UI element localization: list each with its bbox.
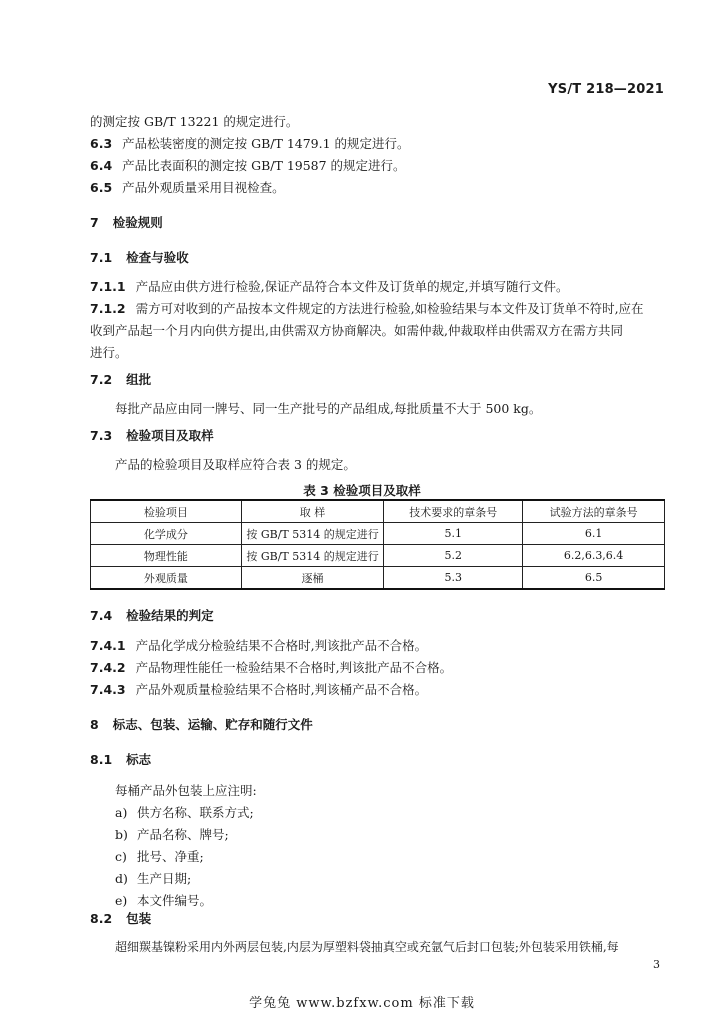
list-label: d) xyxy=(115,871,128,886)
clause-text: 需方可对收到的产品按本文件规定的方法进行检验,如检验结果与本文件及订货单不符时,应在 xyxy=(135,301,644,316)
list-item xyxy=(115,847,204,865)
inspection-table xyxy=(90,499,665,590)
table-cell: 化学成分 xyxy=(91,523,242,545)
section-7-2-text: 每批产品应由同一牌号、同一生产批号的产品组成,每批质量不大于 500 kg。 xyxy=(115,401,542,416)
standard-number: YS/T 218—2021 xyxy=(548,82,664,97)
clause-7-1-2-line-2: 收到产品起一个月内向供方提出,由供需双方协商解决。如需仲裁,仲裁取样由供需双方在需方共同 xyxy=(90,323,623,338)
clause-7-4-3 xyxy=(90,680,427,698)
clause-7-1-1 xyxy=(90,277,569,295)
section-title: 检验规则 xyxy=(112,215,163,230)
clause-text: 产品物理性能任一检验结果不合格时,判该批产品不合格。 xyxy=(135,660,453,675)
section-7-3-text: 产品的检验项目及取样应符合表 3 的规定。 xyxy=(115,457,356,472)
clause-number: 7.4.2 xyxy=(90,660,126,675)
table-row xyxy=(91,523,665,545)
clause-number: 7.1.2 xyxy=(90,301,126,316)
section-number: 8.2 xyxy=(90,911,113,926)
clause-text: 产品外观质量采用目视检查。 xyxy=(122,180,285,195)
section-number: 8 xyxy=(90,717,99,732)
header-cell: 检验项目 xyxy=(91,500,242,523)
clause-text: 产品比表面积的测定按 GB/T 19587 的规定进行。 xyxy=(122,158,406,173)
table-cell: 5.3 xyxy=(384,567,523,590)
list-item xyxy=(115,891,212,909)
clause-6-4 xyxy=(90,156,406,174)
download-site-footer: 学兔兔 www.bzfxw.com 标准下载 xyxy=(249,996,475,1011)
table-cell: 5.2 xyxy=(384,545,523,567)
list-label: a) xyxy=(115,805,128,820)
section-title: 检验结果的判定 xyxy=(126,608,214,623)
table-row xyxy=(91,545,665,567)
clause-text: 产品应由供方进行检验,保证产品符合本文件及订货单的规定,并填写随行文件。 xyxy=(135,279,569,294)
table-row xyxy=(91,567,665,590)
clause-6-5 xyxy=(90,178,285,196)
table-cell: 按 GB/T 5314 的规定进行 xyxy=(241,545,384,567)
section-number: 7.2 xyxy=(90,372,113,387)
section-title: 检查与验收 xyxy=(126,250,189,265)
clause-7-4-1 xyxy=(90,636,427,654)
clause-6-3 xyxy=(90,134,410,152)
table-cell: 5.1 xyxy=(384,523,523,545)
list-text: 批号、净重; xyxy=(137,849,204,864)
section-7-2-heading xyxy=(90,370,151,388)
section-number: 7.3 xyxy=(90,428,113,443)
section-8-2-text: 超细羰基镍粉采用内外两层包装,内层为厚塑料袋抽真空或充氩气后封口包装;外包装采用铁桶,每 xyxy=(115,940,619,954)
section-7-4-heading xyxy=(90,606,214,624)
list-label: c) xyxy=(115,849,127,864)
section-title: 标志 xyxy=(126,752,152,767)
section-number: 7.1 xyxy=(90,250,113,265)
page-number: 3 xyxy=(653,958,660,971)
section-number: 8.1 xyxy=(90,752,113,767)
header-cell: 取 样 xyxy=(241,500,384,523)
list-text: 生产日期; xyxy=(137,871,192,886)
section-8-1-heading xyxy=(90,750,151,768)
section-title: 标志、包装、运输、贮存和随行文件 xyxy=(112,717,313,732)
clause-number: 6.5 xyxy=(90,180,113,195)
list-item xyxy=(115,803,254,821)
section-8-2-heading xyxy=(90,909,151,927)
clause-number: 7.4.1 xyxy=(90,638,126,653)
list-label: e) xyxy=(115,893,128,908)
table-3-caption: 表 3 检验项目及取样 xyxy=(303,483,421,498)
section-7-3-heading xyxy=(90,426,214,444)
section-8-heading xyxy=(90,715,313,733)
table-cell: 按 GB/T 5314 的规定进行 xyxy=(241,523,384,545)
list-item xyxy=(115,825,229,843)
list-text: 本文件编号。 xyxy=(137,893,213,908)
table-header-row xyxy=(91,500,665,523)
clause-text: 产品外观质量检验结果不合格时,判该桶产品不合格。 xyxy=(135,682,428,697)
section-title: 组批 xyxy=(126,372,152,387)
clause-text: 产品化学成分检验结果不合格时,判该批产品不合格。 xyxy=(135,638,428,653)
clause-number: 7.1.1 xyxy=(90,279,126,294)
table-cell: 6.2,6.3,6.4 xyxy=(523,545,665,567)
section-7-heading xyxy=(90,213,163,231)
table-cell: 6.1 xyxy=(523,523,665,545)
section-number: 7 xyxy=(90,215,99,230)
clause-number: 6.3 xyxy=(90,136,113,151)
table-cell: 物理性能 xyxy=(91,545,242,567)
section-title: 检验项目及取样 xyxy=(126,428,214,443)
section-7-1-heading xyxy=(90,248,189,266)
table-cell: 6.5 xyxy=(523,567,665,590)
header-cell: 技术要求的章条号 xyxy=(384,500,523,523)
table-cell: 外观质量 xyxy=(91,567,242,590)
list-item xyxy=(115,869,191,887)
clause-7-1-2 xyxy=(90,299,644,317)
list-label: b) xyxy=(115,827,128,842)
table-cell: 逐桶 xyxy=(241,567,384,590)
clause-7-4-2 xyxy=(90,658,452,676)
clause-text: 产品松装密度的测定按 GB/T 1479.1 的规定进行。 xyxy=(122,136,410,151)
section-number: 7.4 xyxy=(90,608,113,623)
header-cell: 试验方法的章条号 xyxy=(523,500,665,523)
clause-7-1-2-line-3: 进行。 xyxy=(90,345,128,360)
clause-number: 7.4.3 xyxy=(90,682,126,697)
list-text: 产品名称、牌号; xyxy=(137,827,229,842)
section-8-1-intro: 每桶产品外包装上应注明: xyxy=(115,783,257,798)
clause-number: 6.4 xyxy=(90,158,113,173)
list-text: 供方名称、联系方式; xyxy=(137,805,254,820)
continuation-text: 的测定按 GB/T 13221 的规定进行。 xyxy=(90,114,299,129)
section-title: 包装 xyxy=(126,911,152,926)
